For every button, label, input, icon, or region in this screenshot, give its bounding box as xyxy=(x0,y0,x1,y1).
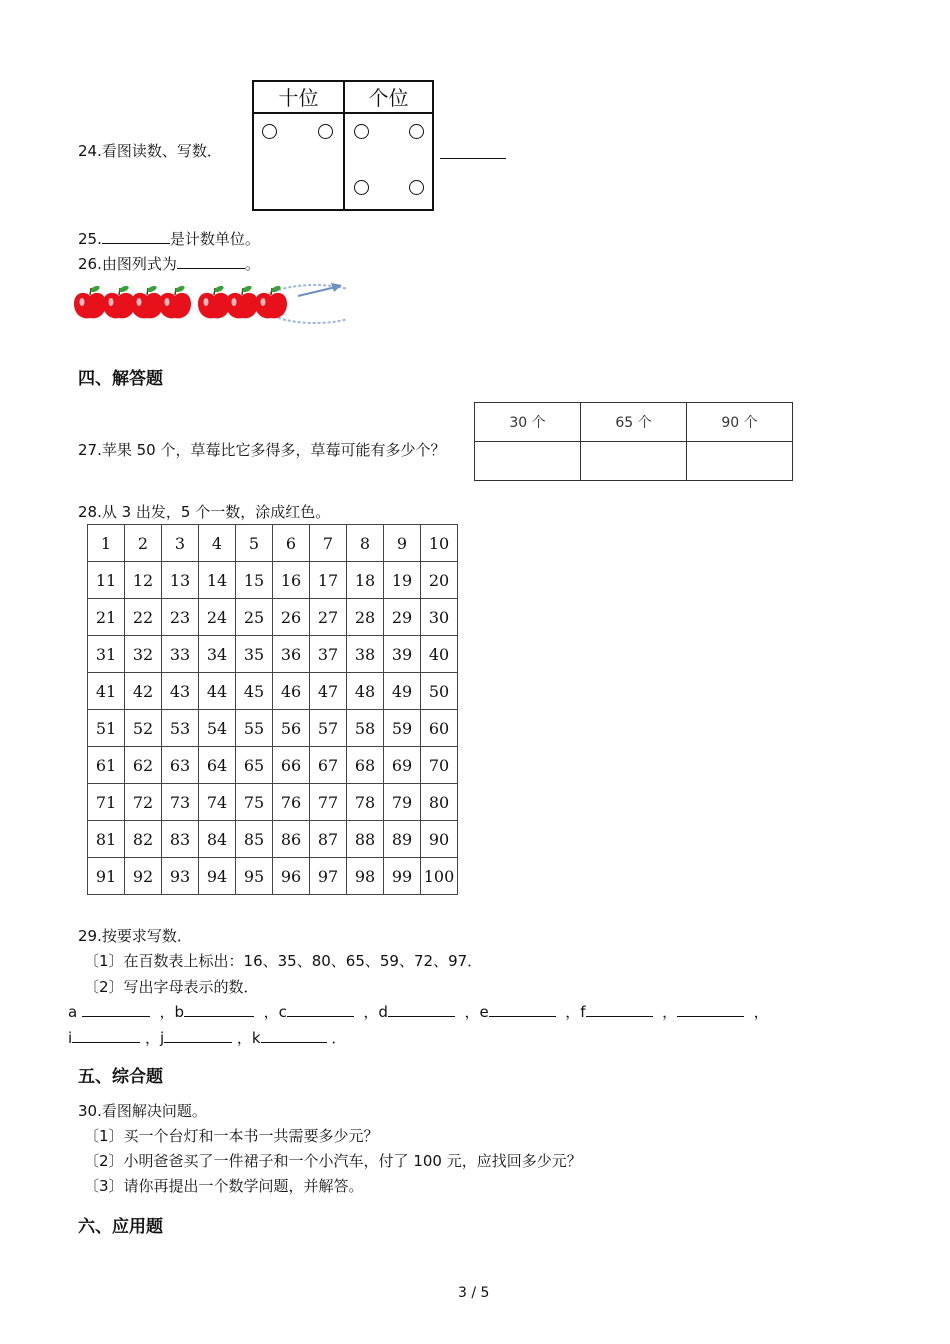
hundred-chart-cell[interactable]: 17 xyxy=(310,562,347,599)
hundred-chart-cell[interactable]: 47 xyxy=(310,673,347,710)
hundred-chart-cell[interactable]: 5 xyxy=(236,525,273,562)
q29-text: 29.按要求写数． xyxy=(78,927,192,945)
section-4-title: 四、解答题 xyxy=(78,369,163,389)
hundred-chart-cell[interactable]: 59 xyxy=(384,710,421,747)
hundred-chart-cell[interactable]: 7 xyxy=(310,525,347,562)
hundred-chart-cell[interactable]: 18 xyxy=(347,562,384,599)
bead xyxy=(354,124,369,139)
hundred-chart-cell[interactable]: 79 xyxy=(384,784,421,821)
q29-letters-row1 xyxy=(68,1001,769,1022)
hundred-chart-cell[interactable]: 84 xyxy=(199,821,236,858)
hundred-chart-cell[interactable]: 91 xyxy=(88,858,125,895)
hundred-chart-cell[interactable]: 46 xyxy=(273,673,310,710)
hundred-chart-cell[interactable]: 36 xyxy=(273,636,310,673)
hundred-chart-cell[interactable]: 39 xyxy=(384,636,421,673)
hundred-chart-cell[interactable]: 54 xyxy=(199,710,236,747)
bead xyxy=(409,180,424,195)
hundred-chart-cell[interactable]: 9 xyxy=(384,525,421,562)
letter-g: ， xyxy=(662,1003,678,1021)
hundred-chart-cell[interactable]: 65 xyxy=(236,747,273,784)
hundred-chart-cell[interactable]: 83 xyxy=(162,821,199,858)
hundred-chart-cell[interactable]: 56 xyxy=(273,710,310,747)
hundred-chart-cell[interactable]: 33 xyxy=(162,636,199,673)
hundred-chart-cell[interactable]: 3 xyxy=(162,525,199,562)
bead xyxy=(262,124,277,139)
hundred-chart-cell[interactable]: 31 xyxy=(88,636,125,673)
letter-b: ，b xyxy=(159,1003,185,1021)
q25-suffix: 是计数单位。 xyxy=(169,230,260,248)
letter-a: a xyxy=(68,1003,78,1021)
q30-text: 30.看图解决问题。 xyxy=(78,1102,207,1120)
hundred-chart-cell[interactable]: 45 xyxy=(236,673,273,710)
letter-f: ，f xyxy=(565,1003,586,1021)
hundred-chart-cell[interactable]: 96 xyxy=(273,858,310,895)
hundred-chart-cell[interactable]: 88 xyxy=(347,821,384,858)
section-5-title: 五、综合题 xyxy=(78,1067,163,1087)
hundred-chart-cell[interactable]: 80 xyxy=(421,784,458,821)
option-90: 90 个 xyxy=(687,403,793,442)
hundred-chart-cell[interactable]: 72 xyxy=(125,784,162,821)
hundred-chart-cell[interactable]: 25 xyxy=(236,599,273,636)
hundred-chart-cell[interactable]: 23 xyxy=(162,599,199,636)
hundred-chart-cell[interactable]: 2 xyxy=(125,525,162,562)
hundred-chart-cell[interactable]: 78 xyxy=(347,784,384,821)
letter-k: ，k xyxy=(236,1029,261,1047)
apple-icon xyxy=(198,285,230,319)
hundred-chart-row xyxy=(88,784,458,821)
answer-blank[interactable] xyxy=(440,144,506,159)
hundred-chart-cell[interactable]: 11 xyxy=(88,562,125,599)
q26-suffix: 。 xyxy=(244,255,260,273)
answer-blank[interactable] xyxy=(677,1002,744,1017)
q26-prefix: 26.由图列式为 xyxy=(78,255,177,273)
answer-blank[interactable] xyxy=(184,1002,254,1017)
hundred-chart-cell[interactable]: 6 xyxy=(273,525,310,562)
hundred-chart-cell[interactable]: 99 xyxy=(384,858,421,895)
hundred-chart-cell[interactable]: 16 xyxy=(273,562,310,599)
hundred-chart-row xyxy=(88,673,458,710)
answer-blank[interactable] xyxy=(388,1002,455,1017)
option-30: 30 个 xyxy=(475,403,581,442)
hundred-chart-cell[interactable]: 85 xyxy=(236,821,273,858)
hundred-chart-cell[interactable]: 71 xyxy=(88,784,125,821)
hundred-chart-row xyxy=(88,636,458,673)
hundred-chart-cell[interactable]: 38 xyxy=(347,636,384,673)
hundred-chart-cell[interactable]: 97 xyxy=(310,858,347,895)
hundred-chart-cell[interactable]: 58 xyxy=(347,710,384,747)
hundred-chart-cell[interactable]: 8 xyxy=(347,525,384,562)
hundred-chart-cell[interactable]: 15 xyxy=(236,562,273,599)
hundred-chart-cell[interactable]: 22 xyxy=(125,599,162,636)
hundred-chart-cell[interactable]: 81 xyxy=(88,821,125,858)
apple-icon xyxy=(103,285,135,319)
hundred-chart-cell[interactable]: 26 xyxy=(273,599,310,636)
hundred-chart-cell[interactable]: 73 xyxy=(162,784,199,821)
hundred-chart-cell[interactable]: 40 xyxy=(421,636,458,673)
period: ． xyxy=(331,1029,347,1047)
apple-icon xyxy=(255,285,287,319)
hundred-chart-cell[interactable]: 92 xyxy=(125,858,162,895)
q27-text: 27.苹果 50 个，草莓比它多得多，草莓可能有多少个？ xyxy=(78,441,446,459)
hundred-chart-cell[interactable]: 87 xyxy=(310,821,347,858)
answer-blank[interactable] xyxy=(489,1002,556,1017)
q29-letters-row2 xyxy=(68,1027,346,1048)
hundred-chart-cell[interactable]: 28 xyxy=(347,599,384,636)
hundred-chart-cell[interactable]: 51 xyxy=(88,710,125,747)
hundred-chart-cell[interactable]: 95 xyxy=(236,858,273,895)
hundred-chart-cell[interactable]: 52 xyxy=(125,710,162,747)
hundred-chart-cell[interactable]: 37 xyxy=(310,636,347,673)
q30-part3: 〔3〕请你再提出一个数学问题，并解答。 xyxy=(84,1177,364,1195)
section-6-title: 六、应用题 xyxy=(78,1217,163,1237)
ones-header: 个位 xyxy=(345,82,432,114)
answer-blank[interactable] xyxy=(164,1028,232,1043)
hundred-chart xyxy=(87,524,458,895)
hundred-chart-cell[interactable]: 66 xyxy=(273,747,310,784)
q28-text: 28.从 3 出发，5 个一数，涂成红色。 xyxy=(78,503,331,521)
hundred-chart-row xyxy=(88,858,458,895)
hundred-chart-cell[interactable]: 41 xyxy=(88,673,125,710)
letter-i: i xyxy=(68,1029,73,1047)
letter-e: ，e xyxy=(464,1003,489,1021)
hundred-chart-cell[interactable]: 94 xyxy=(199,858,236,895)
hundred-chart-cell[interactable]: 57 xyxy=(310,710,347,747)
apple-icon xyxy=(226,285,258,319)
hundred-chart-cell[interactable]: 82 xyxy=(125,821,162,858)
hundred-chart-cell[interactable]: 13 xyxy=(162,562,199,599)
q26 xyxy=(78,253,260,274)
hundred-chart-cell[interactable]: 48 xyxy=(347,673,384,710)
q30-part1: 〔1〕买一个台灯和一本书一共需要多少元？ xyxy=(84,1127,379,1145)
hundred-chart-cell[interactable]: 21 xyxy=(88,599,125,636)
bead xyxy=(354,180,369,195)
hundred-chart-cell[interactable]: 14 xyxy=(199,562,236,599)
letter-j: ，j xyxy=(144,1029,165,1047)
hundred-chart-row xyxy=(88,525,458,562)
hundred-chart-cell[interactable]: 86 xyxy=(273,821,310,858)
answer-blank[interactable] xyxy=(177,254,245,269)
apple-icon xyxy=(159,285,191,319)
hundred-chart-cell[interactable]: 4 xyxy=(199,525,236,562)
answer-blank[interactable] xyxy=(102,229,170,244)
hundred-chart-cell[interactable]: 64 xyxy=(199,747,236,784)
hundred-chart-row xyxy=(88,747,458,784)
hundred-chart-cell[interactable]: 63 xyxy=(162,747,199,784)
hundred-chart-cell[interactable]: 69 xyxy=(384,747,421,784)
hundred-chart-cell[interactable]: 10 xyxy=(421,525,458,562)
answer-blank[interactable] xyxy=(82,1002,150,1017)
q25-prefix: 25. xyxy=(78,230,102,248)
tick-cell[interactable] xyxy=(475,442,581,481)
option-65: 65 个 xyxy=(581,403,687,442)
q29-part2: 〔2〕写出字母表示的数． xyxy=(84,978,259,996)
hundred-chart-cell[interactable]: 50 xyxy=(421,673,458,710)
hundred-chart-cell[interactable]: 67 xyxy=(310,747,347,784)
hundred-chart-cell[interactable]: 30 xyxy=(421,599,458,636)
hundred-chart-cell[interactable]: 93 xyxy=(162,858,199,895)
hundred-chart-cell[interactable]: 77 xyxy=(310,784,347,821)
hundred-chart-cell[interactable]: 29 xyxy=(384,599,421,636)
hundred-chart-cell[interactable]: 90 xyxy=(421,821,458,858)
hundred-chart-cell[interactable]: 89 xyxy=(384,821,421,858)
hundred-chart-cell[interactable]: 74 xyxy=(199,784,236,821)
hundred-chart-row xyxy=(88,562,458,599)
letter-d: ，d xyxy=(363,1003,388,1021)
tick-cell[interactable] xyxy=(687,442,793,481)
hundred-chart-cell[interactable]: 61 xyxy=(88,747,125,784)
apple-icon xyxy=(131,285,163,319)
hundred-chart-row xyxy=(88,821,458,858)
answer-blank[interactable] xyxy=(287,1002,354,1017)
letter-h: ， xyxy=(753,1003,769,1021)
answer-blank[interactable] xyxy=(72,1028,140,1043)
page-number: 3 / 5 xyxy=(458,1285,490,1301)
hundred-chart-cell[interactable]: 24 xyxy=(199,599,236,636)
q25 xyxy=(78,228,260,249)
hundred-chart-cell[interactable]: 68 xyxy=(347,747,384,784)
hundred-chart-cell[interactable]: 35 xyxy=(236,636,273,673)
answer-blank[interactable] xyxy=(261,1028,327,1043)
q30-part2: 〔2〕小明爸爸买了一件裙子和一个小汽车，付了 100 元，应找回多少元？ xyxy=(84,1152,582,1170)
hundred-chart-cell[interactable]: 44 xyxy=(199,673,236,710)
hundred-chart-cell[interactable]: 42 xyxy=(125,673,162,710)
tens-header: 十位 xyxy=(254,82,343,114)
column-divider xyxy=(343,82,345,209)
apple-icon xyxy=(74,285,106,319)
hundred-chart-cell[interactable]: 62 xyxy=(125,747,162,784)
tick-cell[interactable] xyxy=(581,442,687,481)
hundred-chart-cell[interactable]: 60 xyxy=(421,710,458,747)
hundred-chart-cell[interactable]: 98 xyxy=(347,858,384,895)
apples-figure xyxy=(72,280,347,330)
q29-part1: 〔1〕在百数表上标出：16、35、80、65、59、72、97． xyxy=(84,952,483,970)
hundred-chart-cell[interactable]: 27 xyxy=(310,599,347,636)
hundred-chart-cell[interactable]: 53 xyxy=(162,710,199,747)
hundred-chart-row xyxy=(88,599,458,636)
hundred-chart-cell[interactable]: 20 xyxy=(421,562,458,599)
hundred-chart-cell[interactable]: 43 xyxy=(162,673,199,710)
hundred-chart-cell[interactable]: 76 xyxy=(273,784,310,821)
hundred-chart-cell[interactable]: 34 xyxy=(199,636,236,673)
hundred-chart-cell[interactable]: 100 xyxy=(421,858,458,895)
hundred-chart-cell[interactable]: 12 xyxy=(125,562,162,599)
place-value-chart xyxy=(252,80,434,211)
hundred-chart-cell[interactable]: 32 xyxy=(125,636,162,673)
bead xyxy=(409,124,424,139)
hundred-chart-cell[interactable]: 49 xyxy=(384,673,421,710)
hundred-chart-cell[interactable]: 75 xyxy=(236,784,273,821)
hundred-chart-cell[interactable]: 19 xyxy=(384,562,421,599)
q24-text: 24.看图读数、写数． xyxy=(78,142,222,160)
strawberry-options-table xyxy=(474,402,793,481)
answer-blank[interactable] xyxy=(586,1002,653,1017)
hundred-chart-cell[interactable]: 1 xyxy=(88,525,125,562)
hundred-chart-row xyxy=(88,710,458,747)
bead xyxy=(318,124,333,139)
hundred-chart-cell[interactable]: 70 xyxy=(421,747,458,784)
letter-c: ，c xyxy=(263,1003,287,1021)
hundred-chart-cell[interactable]: 55 xyxy=(236,710,273,747)
